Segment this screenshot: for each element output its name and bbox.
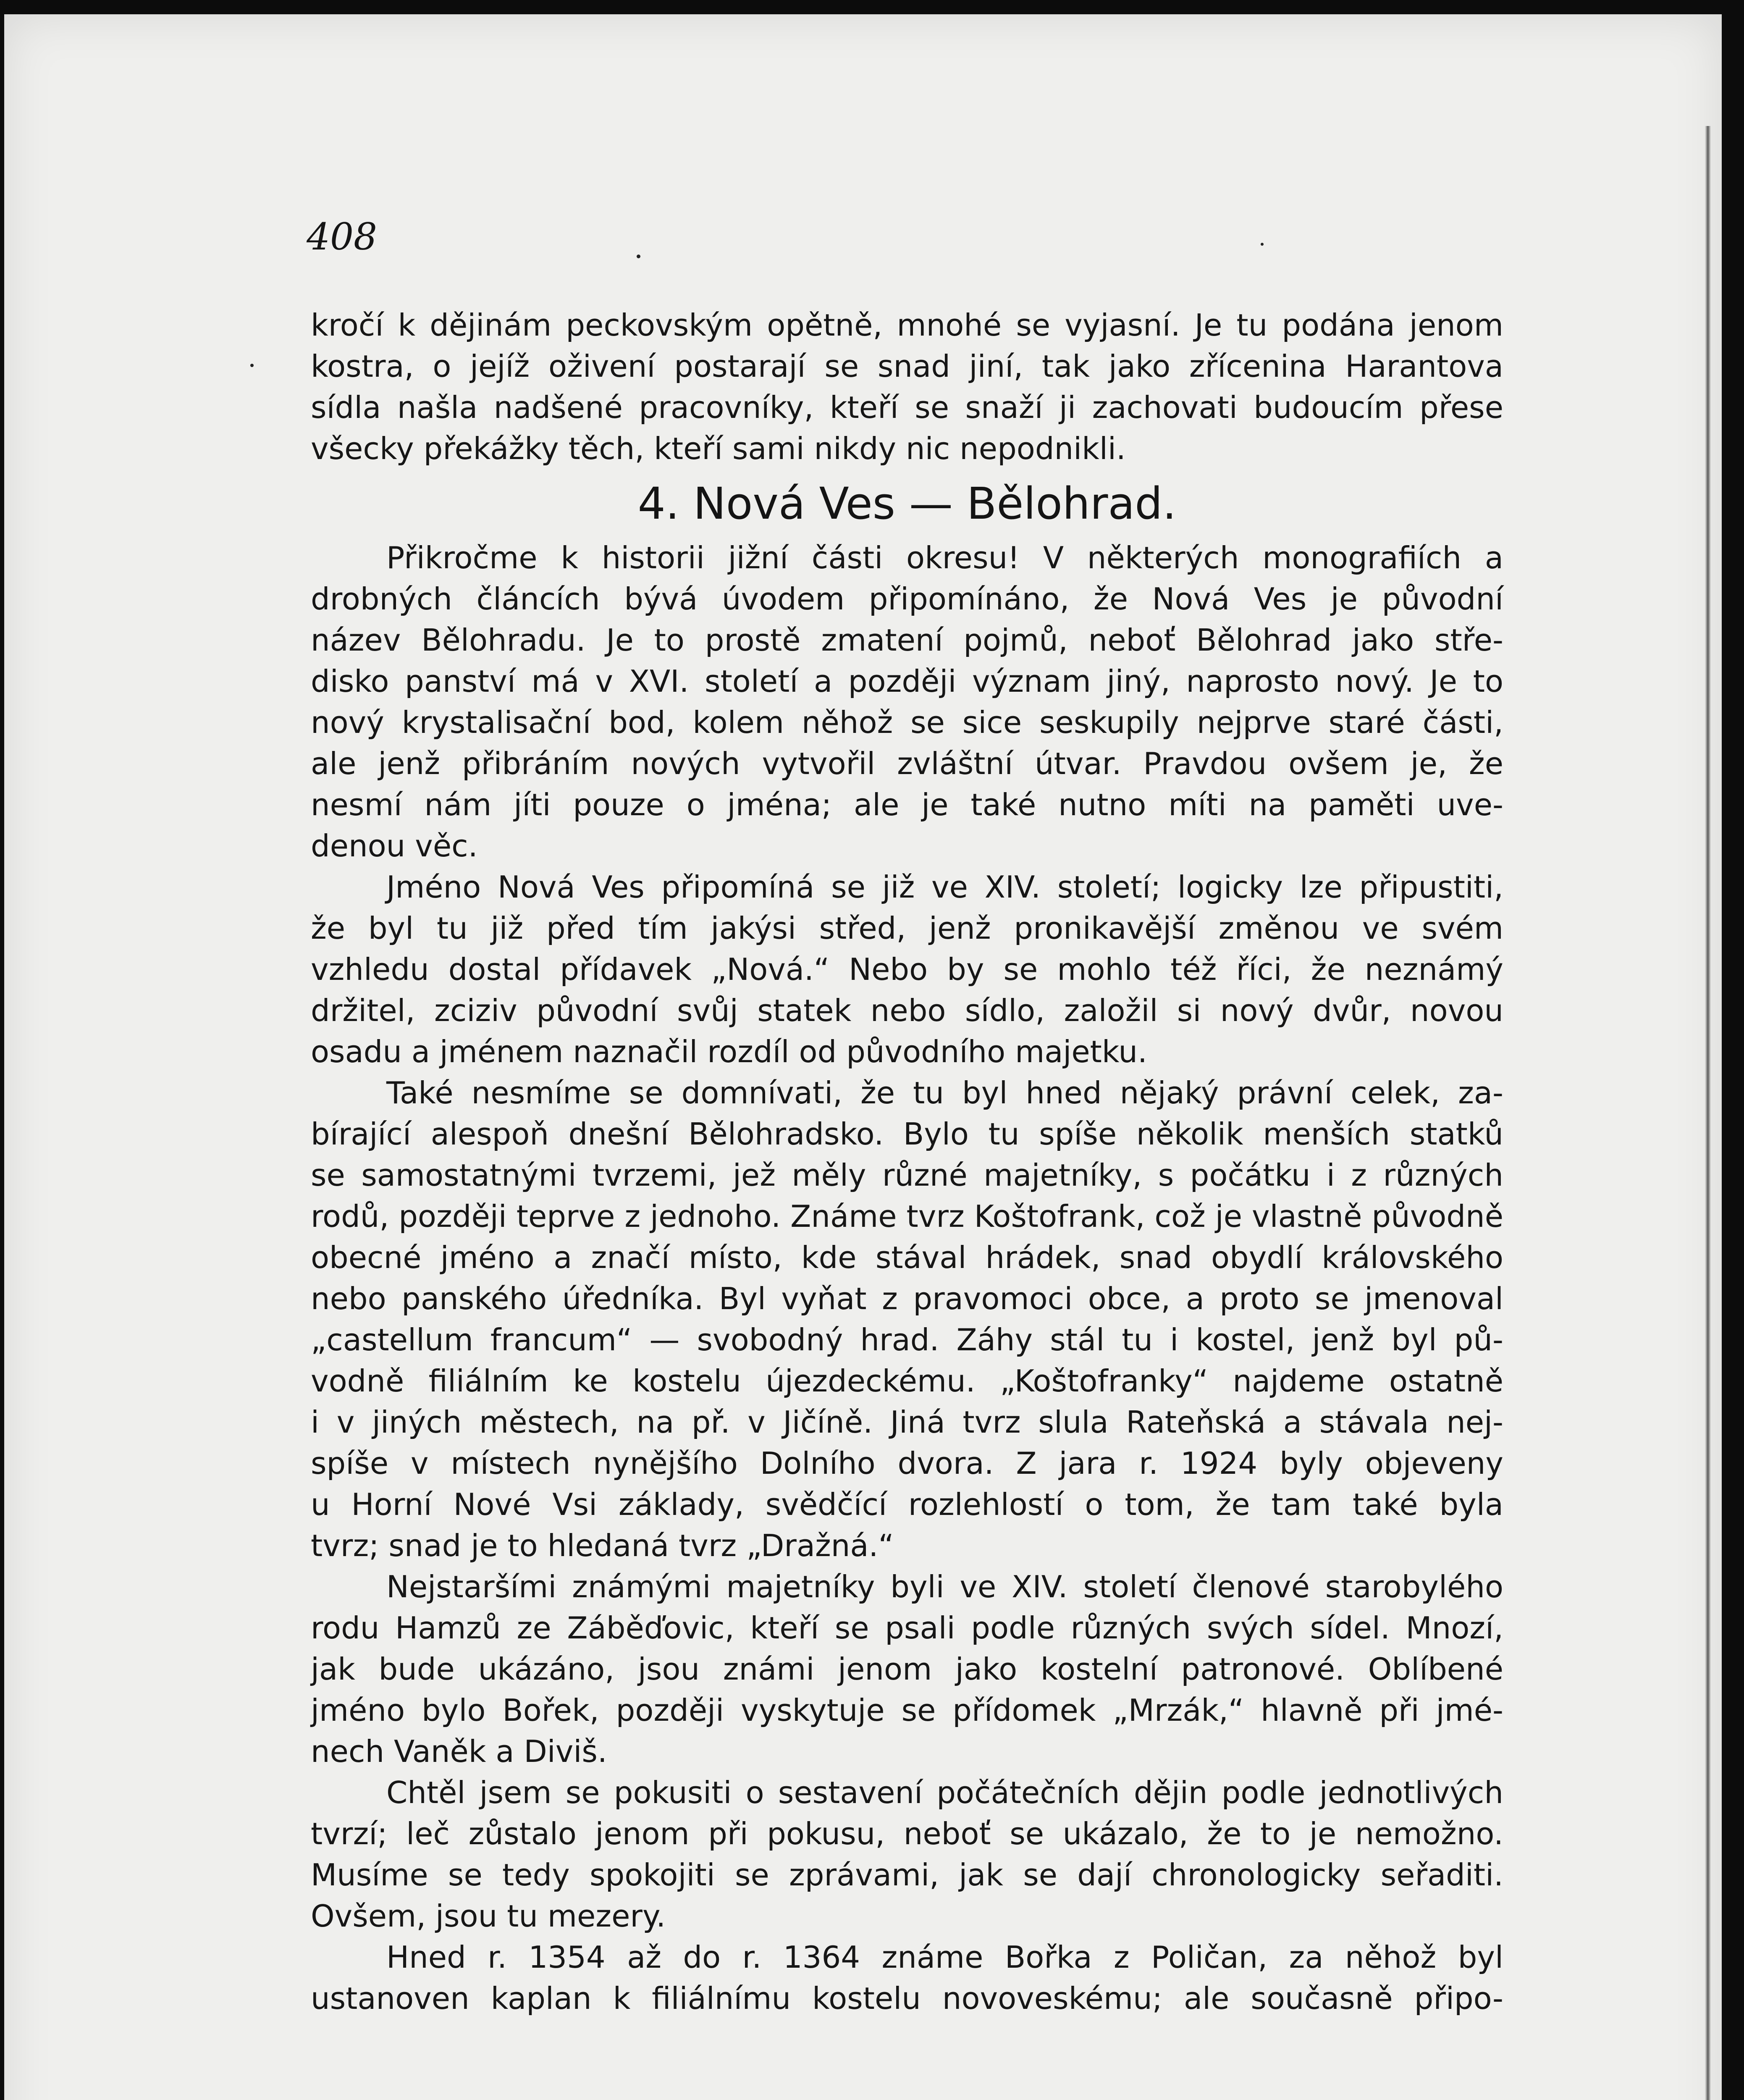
text-line: jméno bylo Bořek, později vyskytuje se přídomek „Mrzák,“ hlavně při jmé-: [311, 1693, 1503, 1728]
text-line: Ovšem, jsou tu mezery.: [311, 1898, 666, 1934]
text-line: jak bude ukázáno, jsou známi jenom jako kostelní patronové. Oblíbené: [311, 1651, 1503, 1687]
text-line: sídla našla nadšené pracovníky, kteří se snaží ji zachovati budoucím přese: [311, 390, 1503, 425]
scan-speck: [1261, 243, 1264, 246]
text-line: vodně filiálním ke kostelu újezdeckému. „Koštofranky“ najdeme ostatně: [311, 1363, 1503, 1399]
section-heading: 4. Nová Ves — Bělohrad.: [637, 478, 1177, 529]
text-line: kročí k dějinám peckovským opětně, mnohé se vyjasní. Je tu podána jenom: [311, 307, 1503, 343]
scan-speck: [637, 255, 640, 258]
text-line: rodu Hamzů ze Záběďovic, kteří se psali podle různých svých sídel. Mnozí,: [311, 1610, 1503, 1646]
text-line: se samostatnými tvrzemi, jež měly různé majetníky, s počátku i z různých: [311, 1158, 1503, 1193]
text-line: ale jenž přibráním nových vytvořil zvláštní útvar. Pravdou ovšem je, že: [311, 746, 1503, 781]
text-line: Nejstaršími známými majetníky byli ve XIV. století členové starobylého: [386, 1569, 1503, 1604]
text-line: Jméno Nová Ves připomíná se již ve XIV. století; logicky lze připustiti,: [386, 869, 1503, 905]
text-line: držitel, zciziv původní svůj statek nebo sídlo, založil si nový dvůr, novou: [311, 993, 1503, 1028]
text-line: Přikročme k historii jižní části okresu! V některých monografiích a: [386, 540, 1503, 575]
text-line: nesmí nám jíti pouze o jména; ale je také nutno míti na paměti uve-: [311, 787, 1503, 822]
text-line: „castellum francum“ — svobodný hrad. Záhy stál tu i kostel, jenž byl pů-: [311, 1322, 1503, 1357]
text-line: denou věc.: [311, 828, 478, 864]
text-line: drobných článcích bývá úvodem připomínáno, že Nová Ves je původní: [311, 581, 1503, 617]
text-line: vzhledu dostal přídavek „Nová.“ Nebo by se mohlo též říci, že neznámý: [311, 952, 1503, 987]
text-line: ustanoven kaplan k filiálnímu kostelu novoveskému; ale současně připo-: [311, 1981, 1503, 2016]
text-line: nebo panského úředníka. Byl vyňat z pravomoci obce, a proto se jmenoval: [311, 1281, 1503, 1316]
text-line: že byl tu již před tím jakýsi střed, jenž pronikavější změnou ve svém: [311, 911, 1503, 946]
text-line: všecky překážky těch, kteří sami nikdy nic nepodnikli.: [311, 431, 1126, 466]
text-line: disko panství má v XVI. století a později význam jiný, naprosto nový. Je to: [311, 664, 1503, 699]
text-line: nový krystalisační bod, kolem něhož se sice seskupily nejprve staré části,: [311, 705, 1503, 740]
text-line: spíše v místech nynějšího Dolního dvora. Z jara r. 1924 byly objeveny: [311, 1446, 1503, 1481]
text-line: Také nesmíme se domnívati, že tu byl hned nějaký právní celek, za-: [386, 1075, 1503, 1110]
text-line: rodů, později teprve z jednoho. Známe tvrz Koštofrank, což je vlastně původně: [311, 1199, 1503, 1234]
text-line: i v jiných městech, na př. v Jičíně. Jiná tvrz slula Rateňská a stávala nej-: [311, 1404, 1503, 1440]
page-number: 408: [307, 215, 377, 258]
text-line: obecné jméno a značí místo, kde stával hrádek, snad obydlí královského: [311, 1240, 1503, 1275]
text-line: osadu a jménem naznačil rozdíl od původního majetku.: [311, 1034, 1147, 1069]
text-line: Chtěl jsem se pokusiti o sestavení počátečních dějin podle jednotlivých: [386, 1775, 1503, 1810]
text-line: Hned r. 1354 až do r. 1364 známe Bořka z Poličan, za něhož byl: [386, 1940, 1503, 1975]
text-line: u Horní Nové Vsi základy, svědčící rozlehlostí o tom, že tam také byla: [311, 1487, 1503, 1522]
text-line: tvrzí; leč zůstalo jenom při pokusu, neboť se ukázalo, že to je nemožno.: [311, 1816, 1503, 1851]
text-line: kostra, o jejíž oživení postarají se snad jiní, tak jako zřícenina Harantova: [311, 349, 1503, 384]
text-line: název Bělohradu. Je to prostě zmatení pojmů, neboť Bělohrad jako stře-: [311, 622, 1503, 658]
page-body: [311, 304, 1503, 2019]
text-line: Musíme se tedy spokojiti se zprávami, jak se dají chronologicky seřaditi.: [311, 1857, 1503, 1893]
text-line: bírající alespoň dnešní Bělohradsko. Bylo tu spíše několik menších statků: [311, 1116, 1503, 1152]
text-line: nech Vaněk a Diviš.: [311, 1734, 607, 1769]
page-edge-shadow: [1705, 126, 1711, 2100]
scan-speck: [250, 364, 254, 367]
text-line: tvrz; snad je to hledaná tvrz „Dražná.“: [311, 1528, 894, 1563]
